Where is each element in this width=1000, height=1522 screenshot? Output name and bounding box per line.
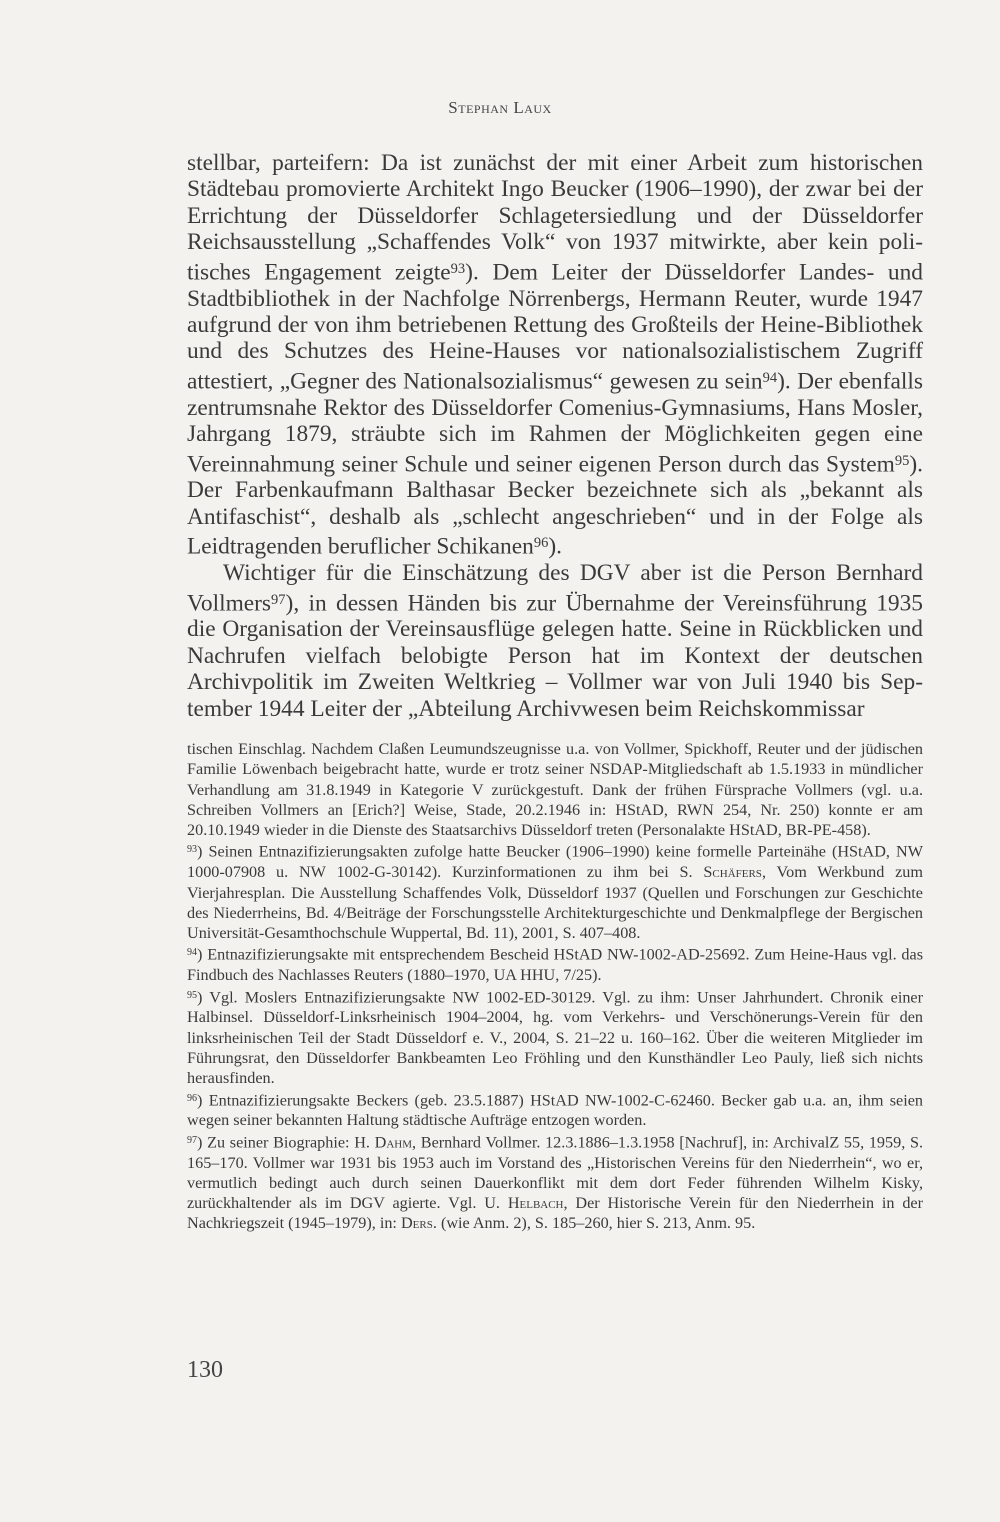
footnote-number: 93	[187, 844, 198, 856]
body-paragraph-1	[187, 150, 923, 560]
text-run: ) Zu seiner Biographie: H.	[197, 1133, 375, 1152]
text-run: ) Entnazifizierungsakte Beckers (geb. 23.5.1887) HStAD NW-1002-C-62460. Becker gab u.a. an, ihm seien wegen seiner bekannten Haltung städtische Aufträge entzogen worden.	[187, 1091, 923, 1130]
footnote-ref-93: 93	[450, 260, 466, 277]
footnote-97	[187, 1131, 923, 1234]
footnote-ref-94: 94	[762, 369, 778, 386]
text-run: (wie Anm. 2), S. 185–260, hier S. 213, Anm. 95.	[436, 1214, 756, 1233]
text-run: , Bernhard Vollmer. 12.3.1886–1.3.1958 [Nachruf], in: ArchivalZ 55, 1959, S. 165–170. Vollmer war 1931 bis 1953 auch im Vorstand des „Historischen Vereins für den Niederrhein“, wo er, vermutlich bedingt auch durch seinen Dauerkonflikt mit dem dort Feder führenden Wilhelm Kisky, zurückhaltender als im DGV agierte. Vgl. U.	[187, 1133, 923, 1213]
footnote-ref-97: 97	[271, 591, 286, 608]
author-name: Helbach	[507, 1194, 564, 1213]
footnote-95	[187, 986, 923, 1089]
footnote-continuation: tischen Einschlag. Nachdem Claßen Leumundszeugnisse u.a. von Vollmer, Spickhoff, Reuter und der jüdischen Familie Löwenbach beigebracht hatte, wurde er trotz seiner NSDAP-Mitgliedschaft ab 1.5.1933 in mündlicher Verhandlung am 31.8.1949 in Kategorie V zurückgestuft. Dank der frühen Fürsprache Vollmers (vgl. u.a. Schreiben Vollmers an [Erich?] Weise, Stade, 20.2.1946 in: HStAD, RWN 254, Nr. 250) konnte er am 20.10.1949 wieder in die Dienste des Staatsarchivs Düsseldorf treten (Personalakte HStAD, BR-PE-458).	[187, 740, 923, 840]
footnote-ref-96: 96	[533, 535, 549, 552]
footnote-96	[187, 1089, 923, 1131]
footnote-number: 97	[187, 1134, 198, 1146]
text-run: , Vom Werkbund zum Vierjahresplan. Die Ausstellung Schaffendes Volk, Düsseldorf 1937 (Quellen und Forschungen zur Geschichte des Niederrheins, Bd. 4/Beiträge der Forschungsstelle Architekturgeschichte und Denkmalpflege der Bergischen Universität-Gesamthochschule Wuppertal, Bd. 11), 2001, S. 407–408.	[187, 863, 923, 943]
author-name: Ders.	[400, 1214, 437, 1233]
text-run: ). Der ebenfalls zentrumsnahe Rektor des Düsseldorfer Comenius-Gymnasiums, Hans Mosler, Jahrgang 1879, sträubte sich im Rahmen der Möglichkeiten gegen eine Vereinnahmung seiner Schule und seiner eigenen Person durch das System	[187, 368, 923, 478]
footnote-94	[187, 943, 923, 985]
text-run: ).	[548, 533, 562, 560]
text-run: ). Dem Leiter der Düsseldorfer Landes- und Stadtbibliothek in der Nachfolge Nörrenbergs, Hermann Reuter, wurde 1947 aufgrund der von ihm betriebenen Rettung des Großteils der Heine-Bibliothek und des Schutzes des Heine-Hauses vor nationalsozialistischem Zugriff attestiert, „Gegner des Nationalsozialismus“ gewesen zu sein	[187, 259, 923, 395]
body-paragraph-2	[187, 560, 923, 722]
author-name: Schäfers	[703, 863, 762, 882]
text-run: ) Seinen Entnazifizierungsakten zufolge hatte Beucker (1906–1990) keine formelle Parteinähe (HStAD, NW 1000-07908 u. NW 1002-G-30142). Kurzinformationen zu ihm bei S.	[187, 843, 923, 882]
footnote-number: 95	[187, 989, 198, 1001]
footnote-ref-95: 95	[894, 452, 910, 469]
author-name: Dahm	[374, 1133, 413, 1152]
page-number: 130	[187, 1357, 223, 1383]
text-run: ). Der Farbenkaufmann Balthasar Becker bezeichnete sich als „bekannt als Antifaschist“, deshalb als „schlecht angeschrieben“ und in der Folge als Leidtragenden beruflicher Schikanen	[187, 451, 923, 560]
running-header: Stephan Laux	[448, 98, 552, 117]
text-run: , Der Historische Verein für den Niederrhein in der Nachkriegszeit (1945–1979), in:	[187, 1194, 923, 1233]
footnote-number: 96	[187, 1092, 198, 1104]
footnote-93	[187, 840, 923, 943]
text-run: Wichtiger für die Einschätzung des DGV aber ist die Person Bernhard Vollmers	[187, 560, 923, 617]
text-run: ) Entnazifizierungsakte mit entsprechendem Bescheid HStAD NW-1002-AD-25692. Zum Heine-Haus vgl. das Findbuch des Nachlasses Reuters (1880–1970, UA HHU, 7/25).	[187, 946, 923, 985]
footnotes	[187, 739, 923, 1234]
text-run: stellbar, parteifern: Da ist zunächst der mit einer Arbeit zum historischen Städtebau promovierte Architekt Ingo Beucker (1906–1990), der zwar bei der Errichtung der Düsseldorfer Schlagetersiedlung und der Düsseldorfer Reichsausstellung „Schaffendes Volk“ von 1937 mitwirkte, aber kein politisches Engagement zeigte	[187, 150, 923, 286]
main-text	[187, 150, 923, 722]
text-run: ) Vgl. Moslers Entnazifizierungsakte NW 1002-ED-30129. Vgl. zu ihm: Unser Jahrhundert. Chronik einer Halbinsel. Düsseldorf-Linksrheinisch 1904–2004, hg. vom Verkehrs- und Verschönerungs-Verein für den linksrheinischen Teil der Stadt Düsseldorf e. V., 2004, S. 21–22 u. 160–162. Über die weiteren Mitglieder im Führungsrat, den Düsseldorfer Bankbeamten Leo Fröhling und den Kunsthändler Leo Pauly, ließ sich nichts herausfinden.	[187, 988, 923, 1088]
footnote-number: 94	[187, 947, 198, 959]
text-run: ), in dessen Händen bis zur Übernahme der Vereinsführung 1935 die Organisation der Vereinsausflüge gelegen hatte. Seine in Rückblicken und Nachrufen vielfach belobigte Person hat im Kontext der deutschen Archivpolitik im Zweiten Weltkrieg – Vollmer war von Juli 1940 bis September 1944 Leiter der „Abteilung Archivwesen beim Reichskommissar	[187, 590, 923, 722]
